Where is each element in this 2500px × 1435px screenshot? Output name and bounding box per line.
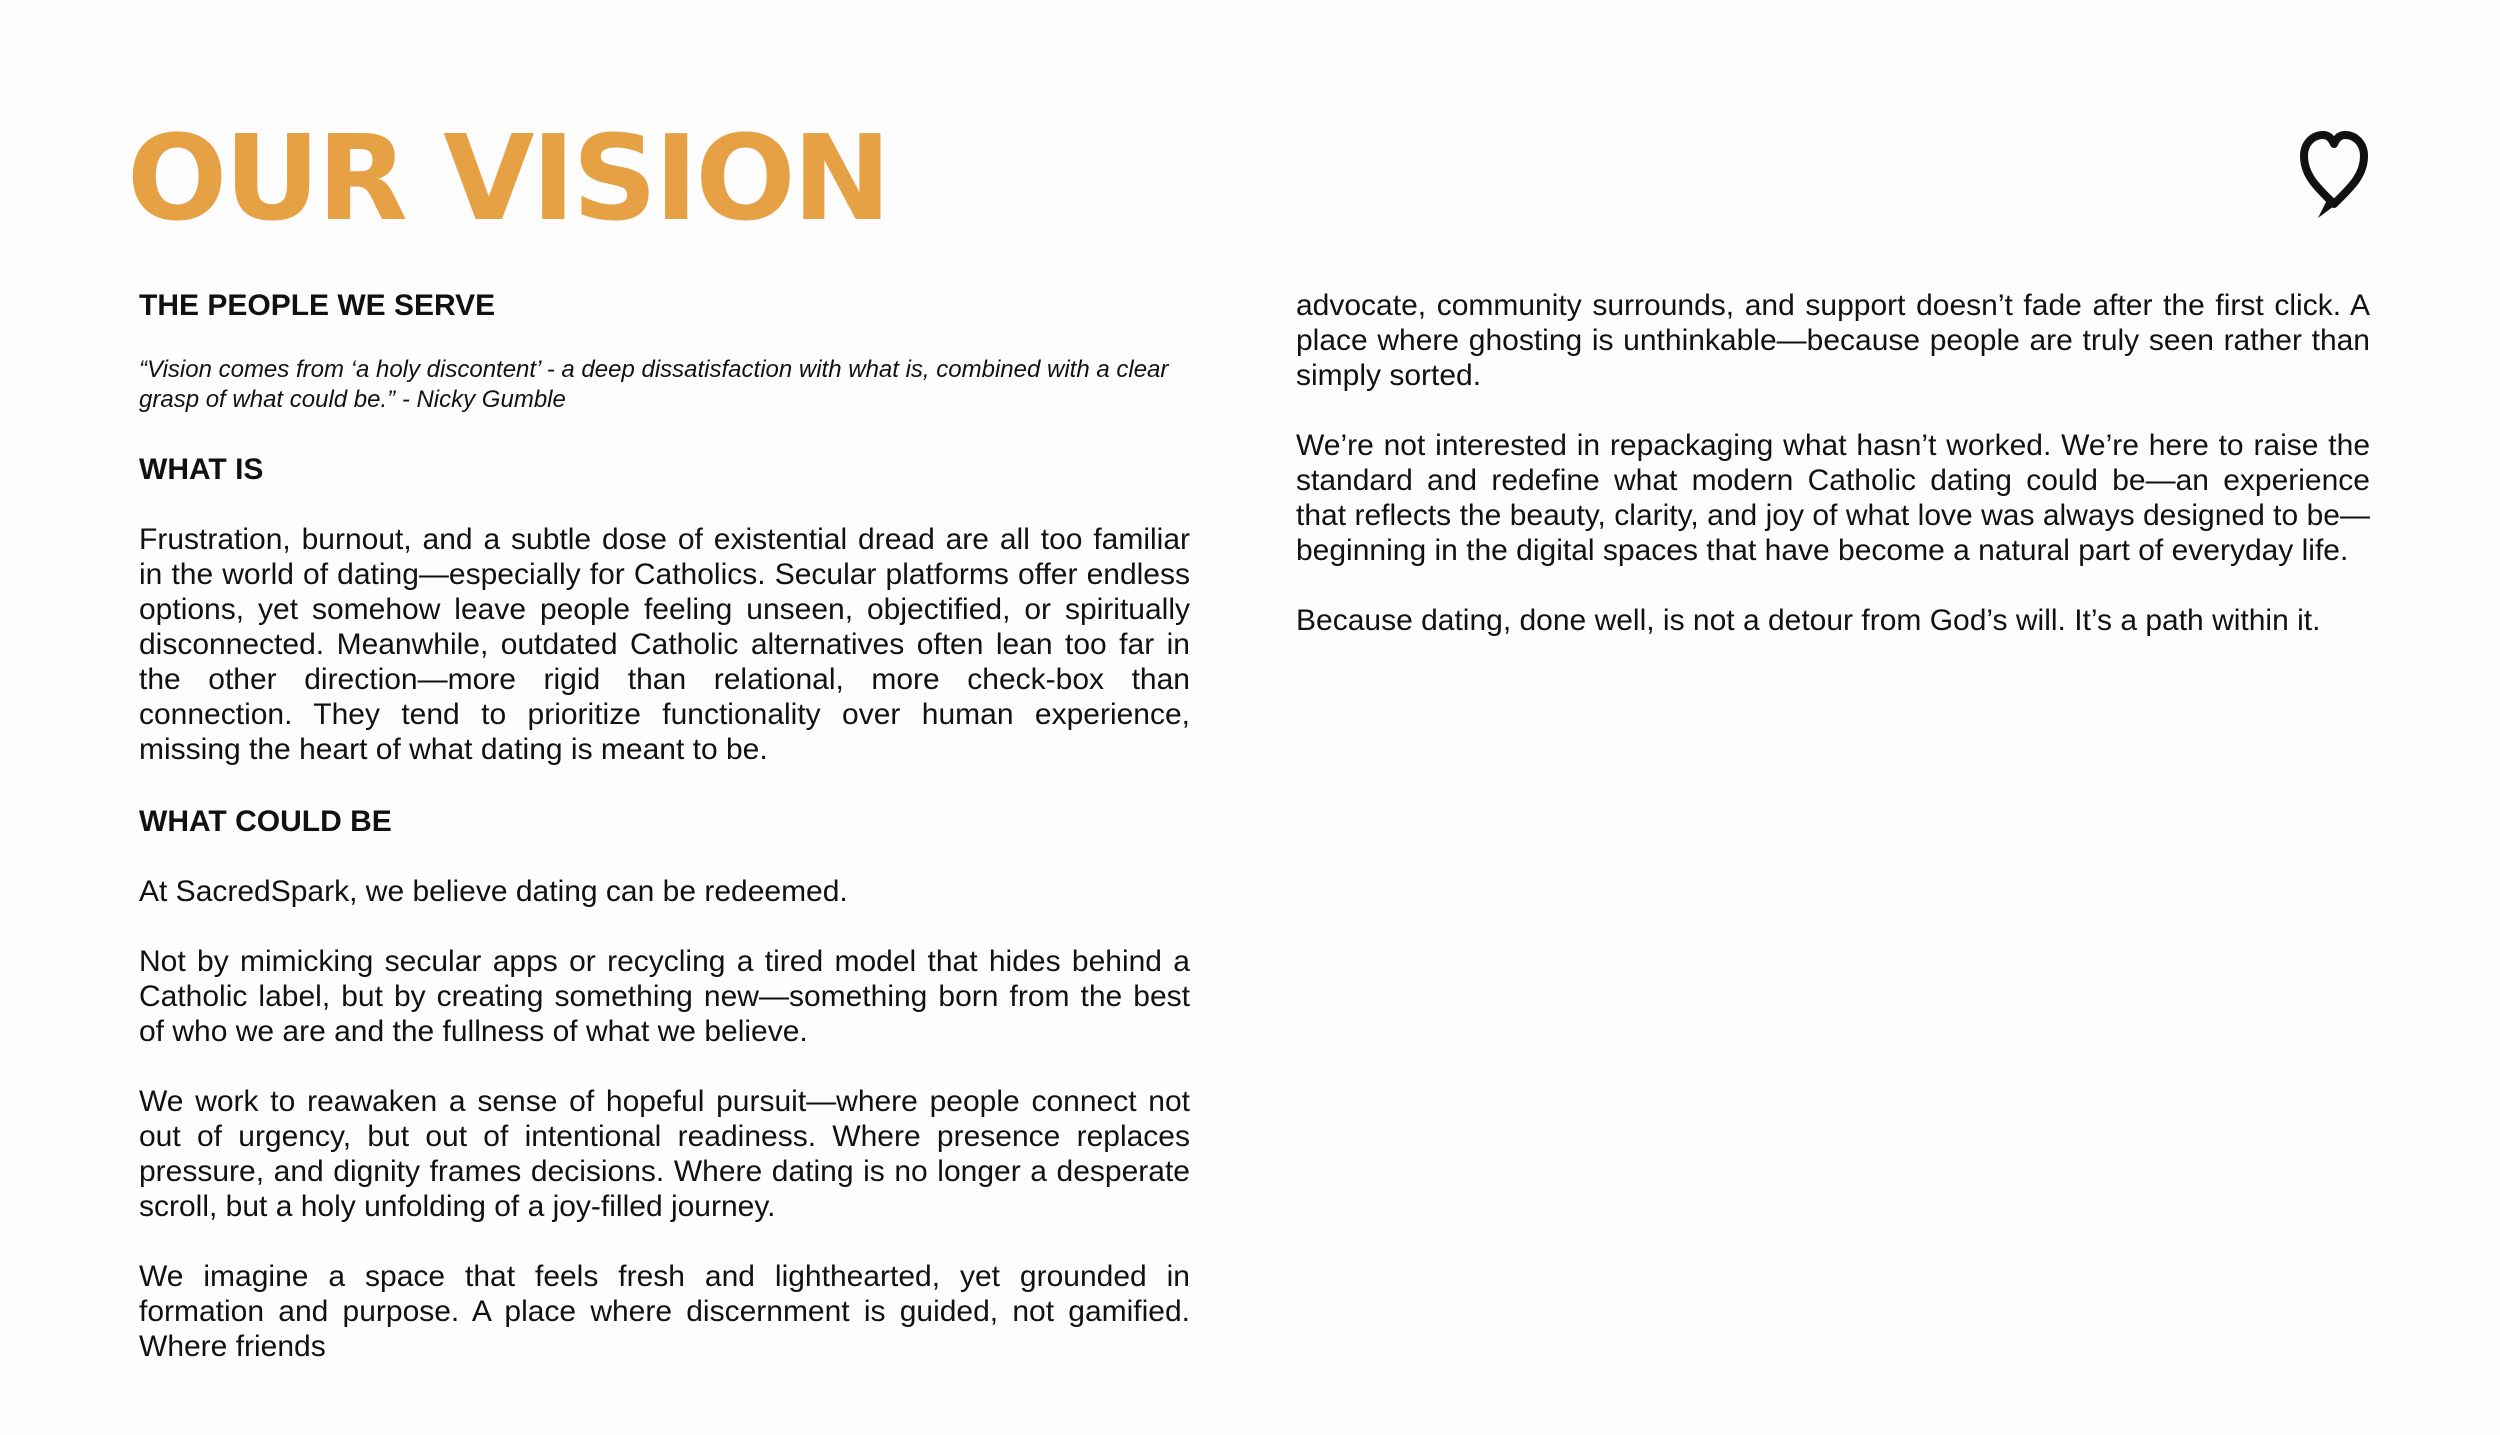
page-title: OUR VISION xyxy=(127,109,889,247)
right-paragraph-2: We’re not interested in repackaging what hasn’t worked. We’re here to raise the standard and redefine what modern Catholic dating could be—an experience that reflects the beauty, clarity, and joy of what love was always designed to be—beginning in the digital spaces that have become a natural part of everyday life. xyxy=(1296,429,2370,567)
could-be-paragraph-2: Not by mimicking secular apps or recycling a tired model that hides behind a Catholic label, but by creating something new—something born from the best of who we are and the fullness of what we believe. xyxy=(139,945,1190,1048)
what-is-paragraph: Frustration, burnout, and a subtle dose of existential dread are all too familiar in the world of dating—especially for Catholics. Secular platforms offer endless options, yet somehow leave people feeling unseen, objectified, or spiritually disconnected. Meanwhile, outdated Catholic alternatives often lean too far in the other direction—more rigid than relational, more check-box than connection. They tend to prioritize functionality over human experience, missing the heart of what dating is meant to be. xyxy=(139,523,1190,766)
left-column xyxy=(139,288,1190,1364)
could-be-paragraph-4: We imagine a space that feels fresh and lighthearted, yet grounded in formation and purpose. A place where discernment is guided, not gamified. Where friends xyxy=(139,1260,1190,1363)
heading-people-we-serve: THE PEOPLE WE SERVE xyxy=(139,289,496,322)
could-be-paragraph-1: At SacredSpark, we believe dating can be redeemed. xyxy=(139,875,848,908)
vision-quote: “Vision comes from ‘a holy discontent’ - a deep dissatisfaction with what is, combined with a clear grasp of what could be.” - Nicky Gumble xyxy=(139,356,1169,413)
heart-spark-icon xyxy=(2298,128,2370,220)
right-column xyxy=(1296,288,2370,638)
heading-what-is: WHAT IS xyxy=(139,453,264,486)
could-be-paragraph-3: We work to reawaken a sense of hopeful pursuit—where people connect not out of urgency, but out of intentional readiness. Where presence replaces pressure, and dignity frames decisions. Where dating is no longer a desperate scroll, but a holy unfolding of a joy-filled journey. xyxy=(139,1085,1190,1223)
heading-what-could-be: WHAT COULD BE xyxy=(139,805,392,838)
right-paragraph-1: advocate, community surrounds, and support doesn’t fade after the first click. A place where ghosting is unthinkable—because people are truly seen rather than simply sorted. xyxy=(1296,289,2370,392)
right-paragraph-3: Because dating, done well, is not a detour from God’s will. It’s a path within it. xyxy=(1296,604,2321,637)
